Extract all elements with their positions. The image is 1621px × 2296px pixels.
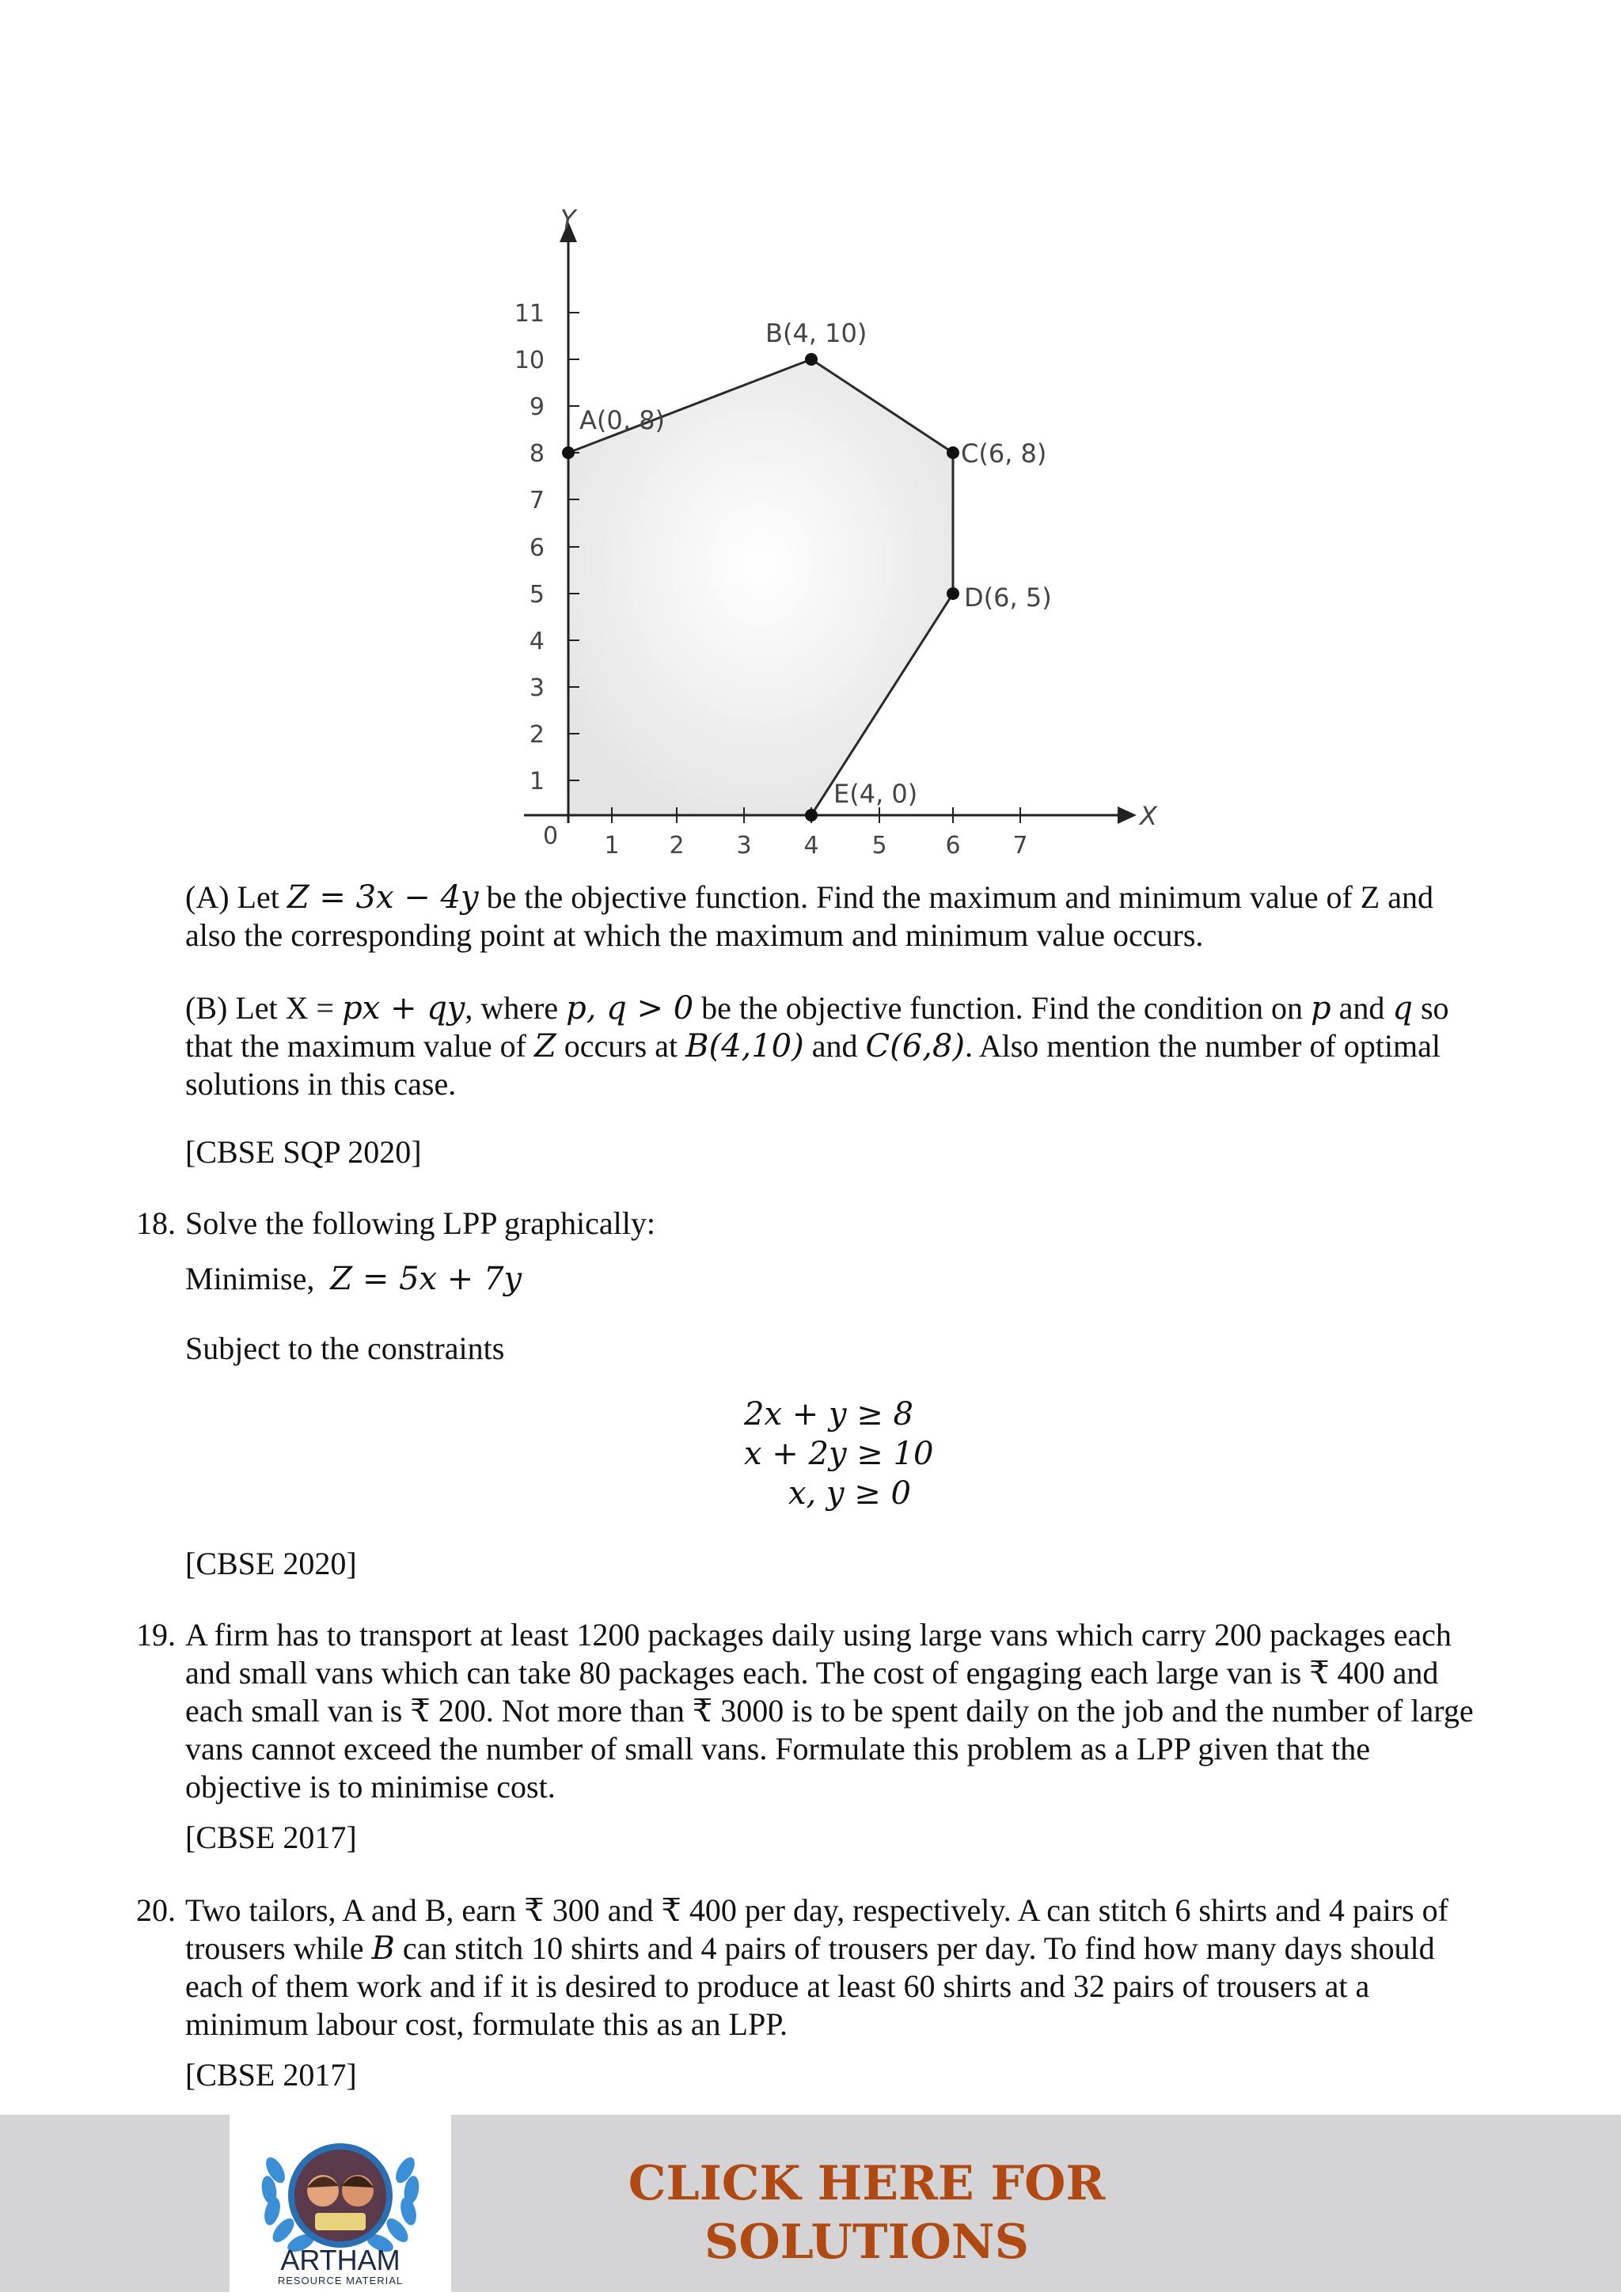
y-tick-label: 5 (529, 581, 545, 609)
q19-source: [CBSE 2017] (185, 1820, 357, 1855)
q19-text: A firm has to transport at least 1200 packages daily using large vans which carry 200 packages each and small vans which can take 80 packages each. The cost of engaging each large van is ₹ 400 and each small van is ₹ 200. Not more than ₹ 3000 is to be spent daily on the job and the number of large vans cannot exceed the number of small vans. Formulate this problem as a LPP given that the objective is to minimise cost. (185, 1617, 1474, 1805)
vertex-point (562, 446, 575, 459)
x-tick-label: 7 (1012, 832, 1028, 860)
logo-subtitle: RESOURCE MATERIAL (277, 2275, 404, 2287)
x-tick-label: 1 (604, 832, 620, 860)
q20-number: 20. (136, 1892, 176, 1928)
y-tick-label: 9 (529, 393, 545, 421)
q18-number: 18. (136, 1205, 176, 1241)
y-tick-label: 3 (529, 674, 545, 702)
solutions-link[interactable] (554, 2154, 1179, 2271)
q18-subject: Subject to the constraints (185, 1330, 505, 1366)
vertex-point (947, 446, 959, 459)
y-axis-label: Y (560, 204, 576, 234)
vertex-label: B(4, 10) (765, 318, 867, 348)
y-tick-label: 7 (529, 487, 545, 514)
q17-part-a: (A) Let Z = 3x − 4y be the objective function. Find the maximum and minimum value of Z and also the corresponding point at which the maximum and minimum value occurs. (185, 879, 1433, 953)
q20-source: [CBSE 2017] (185, 2057, 357, 2093)
q17-source: [CBSE SQP 2020] (185, 1134, 422, 1170)
origin-label: 0 (543, 822, 559, 850)
vertex-point (947, 587, 959, 600)
y-tick-label: 10 (514, 347, 545, 374)
x-tick-label: 5 (871, 832, 887, 860)
x-tick-label: 6 (945, 832, 961, 860)
y-tick-label: 1 (529, 768, 545, 795)
feasible-region-graph (0, 0, 1621, 871)
constraint-1: 2x + y ≥ 8 (744, 1396, 913, 1433)
constraint-2: x + 2y ≥ 10 (744, 1436, 934, 1472)
artham-logo[interactable] (230, 2115, 451, 2292)
cta-line-1: CLICK HERE FOR (628, 2156, 1106, 2211)
y-tick-label: 11 (514, 300, 545, 328)
q18-text: Solve the following LPP graphically: (185, 1205, 656, 1241)
x-axis-label: X (1140, 801, 1157, 831)
vertex-label: E(4, 0) (833, 779, 918, 809)
constraint-3: x, y ≥ 0 (788, 1475, 911, 1512)
vertex-label: C(6, 8) (961, 438, 1047, 469)
vertex-label: D(6, 5) (964, 583, 1052, 613)
vertex-point (805, 809, 818, 822)
footer-banner (0, 2115, 1621, 2292)
q18-objective: Minimise, Z = 5x + 7y (185, 1261, 522, 1297)
laurel-logo-icon (230, 2115, 451, 2292)
x-tick-label: 2 (669, 832, 685, 860)
y-tick-label: 8 (529, 440, 545, 468)
q17-part-b: (B) Let X = px + qy, where p, q > 0 be the objective function. Find the condition on p and q so that the maximum value of Z occurs at B(4,10) and C(6,8). Also mention the number of optimal solutions in this case. (185, 990, 1449, 1102)
cta-line-2: SOLUTIONS (704, 2214, 1029, 2270)
x-tick-label: 3 (736, 832, 752, 860)
q18-source: [CBSE 2020] (185, 1546, 357, 1581)
y-tick-label: 4 (529, 628, 545, 655)
x-tick-label: 4 (803, 832, 819, 860)
x-axis-arrow-icon (1118, 806, 1137, 824)
vertex-point (805, 353, 818, 366)
vertex-label: A(0, 8) (579, 405, 665, 435)
q19-number: 19. (136, 1617, 176, 1653)
logo-name: ARTHAM (280, 2244, 401, 2276)
q20-text: Two tailors, A and B, earn ₹ 300 and ₹ 400 per day, respectively. A can stitch 6 shirts and 4 pairs of trousers while B can stitch 10 shirts and 4 pairs of trousers per day. To find how many days should each of them work and if it is desired to produce at least 60 shirts and 32 pairs of trousers at a minimum labour cost, formulate this as an LPP. (185, 1892, 1448, 2042)
y-tick-label: 2 (529, 721, 545, 749)
y-tick-label: 6 (529, 534, 545, 562)
